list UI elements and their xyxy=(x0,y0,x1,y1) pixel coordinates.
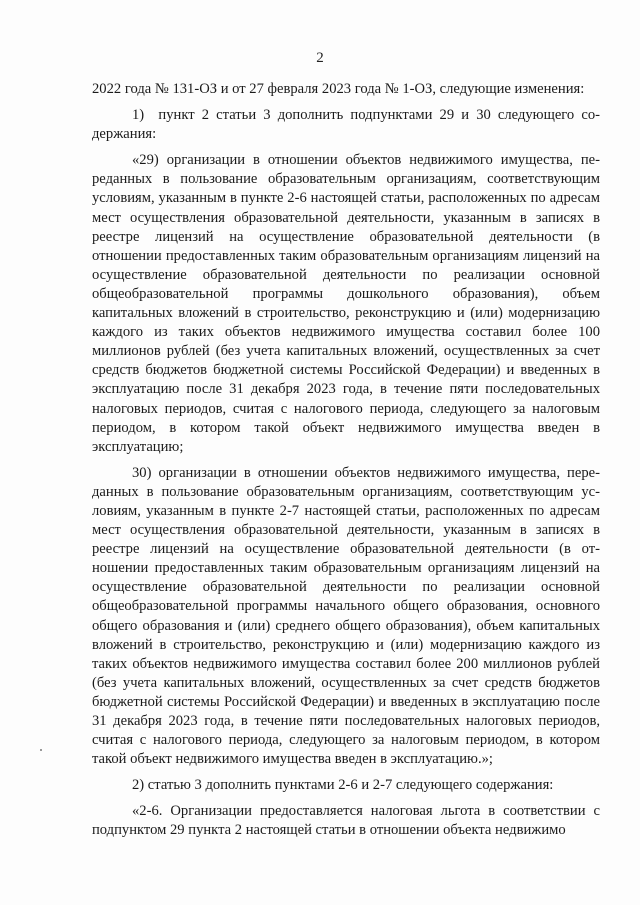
paragraph-subitem-29: «29) организации в отношении объектов недвижимого имущества, переданных в пользование образовательным организациям, соответствующим условиям, указанным в пункте 2-6 настоящей статьи, расположенных по адресам мест осуществления образовательной деятельности, указанным в записях в реестре лицензий на осуществление образовательной деятельности (в отношении предоставленных таким образовательным организациям лицензий на осуществление образовательной деятельности по реализации основной общеобразовательной программы дошкольного образования), объем капитальных вложений в строительство, реконструкцию и (или) модернизацию каждого из таких объектов недвижимого имущества составил более 100 миллионов рублей (без учета капитальных вложений, осуществленных за счет средств бюджетов бюджетной системы Российской Федерации) и введенных в эксплуатацию после 31 декабря 2023 года, в течение пяти последовательных налоговых периодов, считая с налогового периода, следующего за налоговым периодом, в котором такой объект недвижимого имущества введен в эксплуатацию; xyxy=(92,152,600,455)
scan-speck xyxy=(40,749,42,751)
paragraph-item-2: 2) статью 3 дополнить пунктами 2-6 и 2-7 следующего содержания: xyxy=(132,777,554,794)
paragraph-continuation: 2022 года № 131-ОЗ и от 27 февраля 2023 года № 1-ОЗ, следующие изменения: xyxy=(92,81,585,97)
paragraph-subitem-30: 30) организации в отношении объектов недвижимого имущества, переданных в пользование образовательным организациям, соответствующим условиям, указанным в пункте 2-7 настоящей статьи, расположенных по адресам мест осуществления образовательной деятельности, указанным в записях в реестре лицензий на осуществление образовательной деятельности (в отношении предоставленных таким образовательным организациям лицензий на осуществление образовательной деятельности по реализации основной общеобразовательной программы начального общего образования, основного общего образования и (или) среднего общего образования), объем капитальных вложений в строительство, реконструкцию и (или) модернизацию каждого из таких объектов недвижимого имущества составил более 200 миллионов рублей (без учета капитальных вложений, осуществленных за счет средств бюджетов бюджетной системы Российской Федерации) и введенных в эксплуатацию после 31 декабря 2023 года, в течение пяти последовательных налоговых периодов, считая с налогового периода, следующего за налоговым периодом, в котором такой объект недвижимого имущества введен в эксплуатацию.»; xyxy=(92,464,600,768)
paragraph-clause-2-6: «2-6. Организации предоставляется налоговая льгота в соответствии с подпунктом 29 пункта 2 настоящей статьи в отношении объекта недвижимо xyxy=(92,803,600,839)
document-body xyxy=(92,80,600,841)
page-number: 2 xyxy=(316,50,324,66)
paragraph-item-1: 1) пункт 2 статьи 3 дополнить подпунктами 29 и 30 следующего содержания: xyxy=(92,107,600,143)
